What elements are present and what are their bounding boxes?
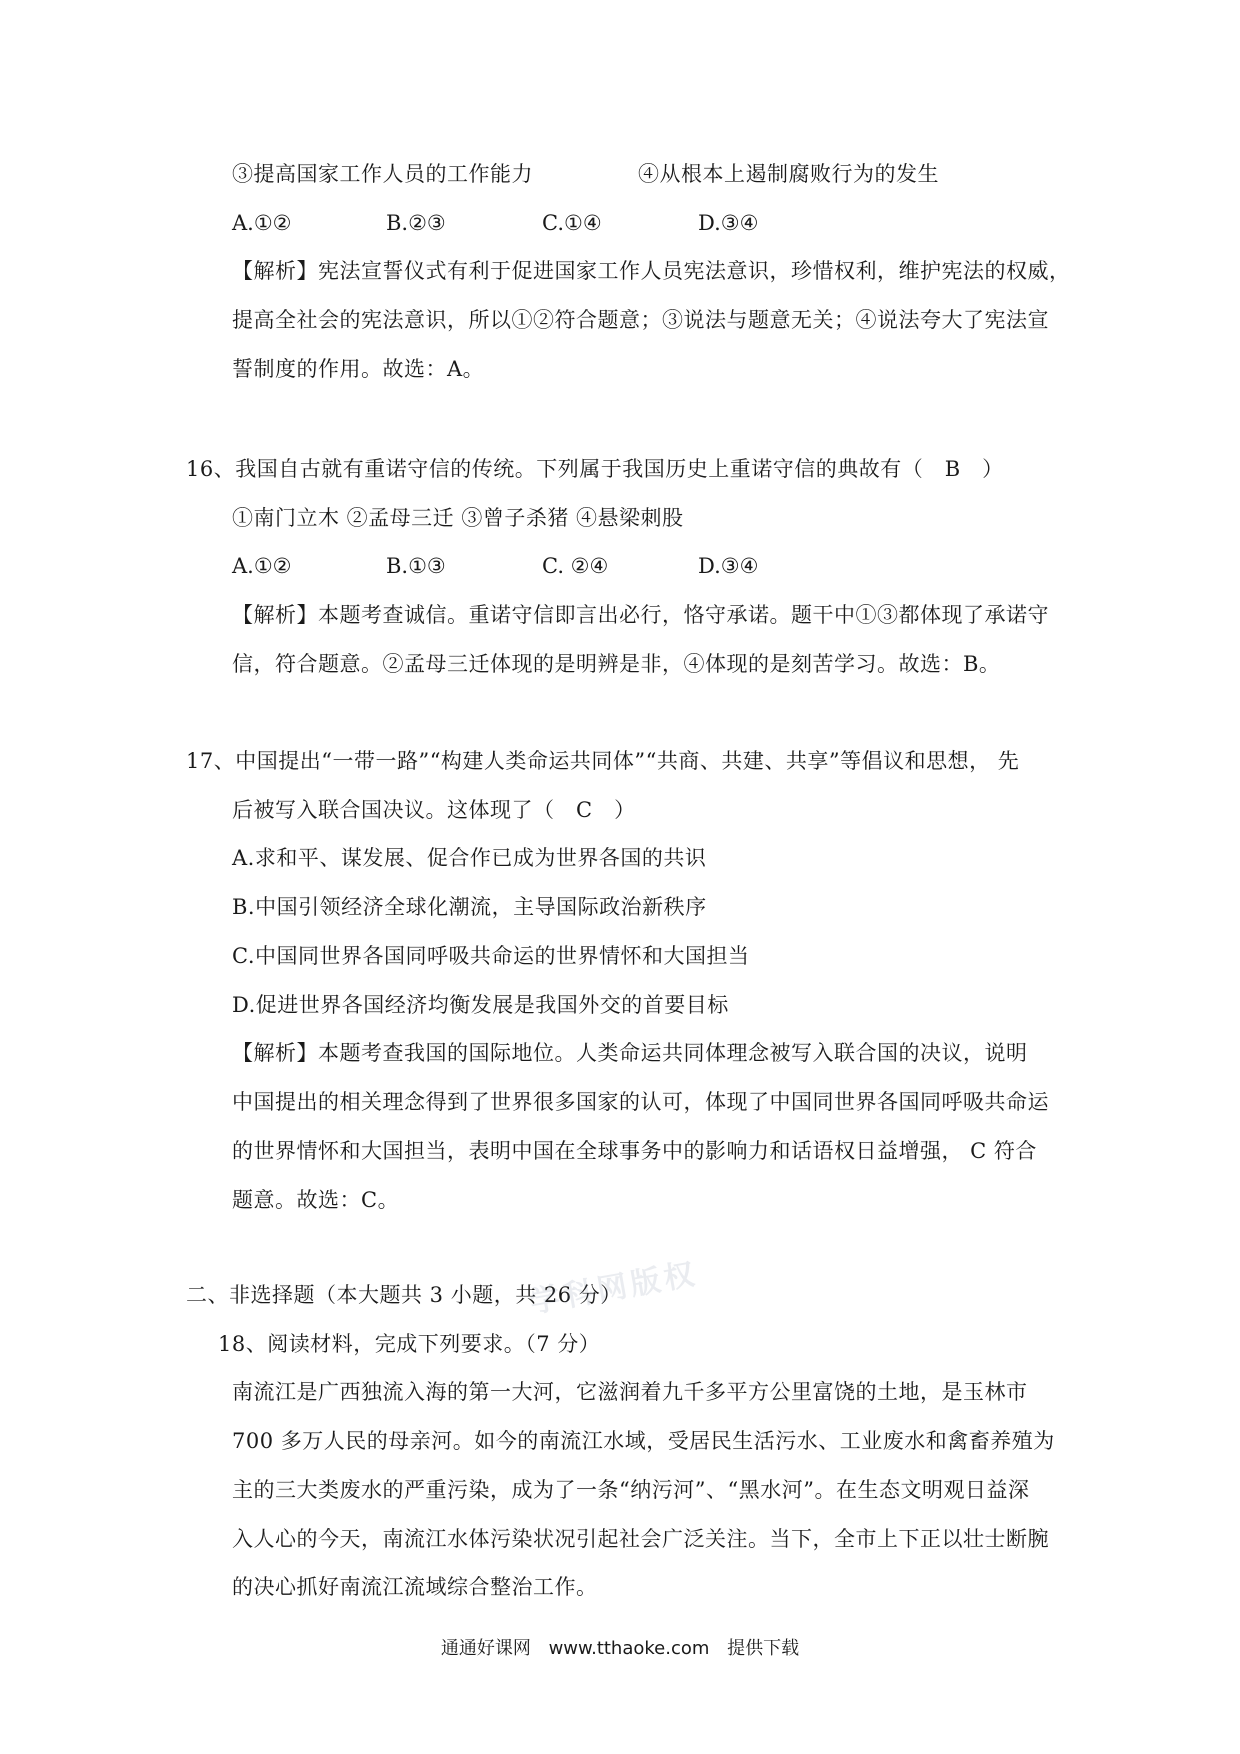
page-footer (0, 1636, 1240, 1662)
q17-analysis-line: 题意。故选：C。 (232, 1188, 400, 1212)
q15-analysis-line: 提高全社会的宪法意识，所以①②符合题意；③说法与题意无关；④说法夸大了宪法宣 (232, 308, 1049, 332)
q17-analysis-line: 的世界情怀和大国担当，表明中国在全球事务中的影响力和话语权日益增强， C 符合 (232, 1139, 1037, 1163)
q17-option-d: D.促进世界各国经济均衡发展是我国外交的首要目标 (232, 993, 729, 1017)
footer-site: 通通好课网 (440, 1638, 531, 1659)
q15-item-4: ④从根本上遏制腐败行为的发生 (638, 162, 939, 186)
q15-analysis-line: 【解析】宪法宣誓仪式有利于促进国家工作人员宪法意识，珍惜权利，维护宪法的权威， (232, 259, 1071, 283)
q18-material-line: 入人心的今天，南流江水体污染状况引起社会广泛关注。当下，全市上下正以壮士断腕 (232, 1527, 1049, 1551)
q15-option-d: D.③④ (698, 211, 759, 235)
q16-analysis-line: 【解析】本题考查诚信。重诺守信即言出必行，恪守承诺。题干中①③都体现了承诺守 (232, 603, 1049, 627)
q16-option-b: B.①③ (386, 554, 446, 578)
q17-option-c: C.中国同世界各国同呼吸共命运的世界情怀和大国担当 (232, 944, 750, 968)
q15-option-c: C.①④ (542, 211, 602, 235)
q18-stem: 18、阅读材料，完成下列要求。（7 分） (218, 1332, 601, 1356)
q16-stem: 16、我国自古就有重诺守信的传统。下列属于我国历史上重诺守信的典故有（ B ） (186, 457, 1004, 481)
q18-material-line: 700 多万人民的母亲河。如今的南流江水域，受居民生活污水、工业废水和禽畜养殖为 (232, 1429, 1055, 1453)
q16-items: ①南门立木 ②孟母三迁 ③曾子杀猪 ④悬梁刺股 (232, 506, 684, 530)
footer-url[interactable]: www.tthaoke.com (548, 1638, 710, 1659)
q16-option-d: D.③④ (698, 554, 759, 578)
section-title: 二、非选择题（本大题共 3 小题，共 26 分） (186, 1283, 622, 1307)
q16-option-a: A.①② (232, 554, 292, 578)
q15-option-a: A.①② (232, 211, 292, 235)
q18-material-line: 主的三大类废水的严重污染，成为了一条“纳污河”、“黑水河”。在生态文明观日益深 (232, 1478, 1030, 1502)
q17-option-b: B.中国引领经济全球化潮流，主导国际政治新秩序 (232, 895, 707, 919)
footer-note: 提供下载 (727, 1638, 800, 1659)
q18-material-line: 南流江是广西独流入海的第一大河，它滋润着九千多平方公里富饶的土地，是玉林市 (232, 1380, 1028, 1404)
watermark: 学科网版权 (527, 1256, 701, 1321)
q18-material-line: 的决心抓好南流江流域综合整治工作。 (232, 1575, 598, 1599)
q17-option-a: A.求和平、谋发展、促合作已成为世界各国的共识 (232, 846, 707, 870)
q17-analysis-line: 【解析】本题考查我国的国际地位。人类命运共同体理念被写入联合国的决议，说明 (232, 1041, 1028, 1065)
q16-analysis-line: 信，符合题意。②孟母三迁体现的是明辨是非，④体现的是刻苦学习。故选：B。 (232, 652, 1001, 676)
q17-stem-cont: 后被写入联合国决议。这体现了（ C ） (232, 798, 636, 822)
q16-option-c: C. ②④ (542, 554, 609, 578)
q15-option-b: B.②③ (386, 211, 446, 235)
q17-stem: 17、中国提出“一带一路”“构建人类命运共同体”“共商、共建、共享”等倡议和思想， 先 (186, 749, 1020, 773)
q15-analysis-line: 誓制度的作用。故选：A。 (232, 357, 485, 381)
q15-item-3: ③提高国家工作人员的工作能力 (232, 162, 533, 186)
q17-analysis-line: 中国提出的相关理念得到了世界很多国家的认可，体现了中国同世界各国同呼吸共命运 (232, 1090, 1049, 1114)
